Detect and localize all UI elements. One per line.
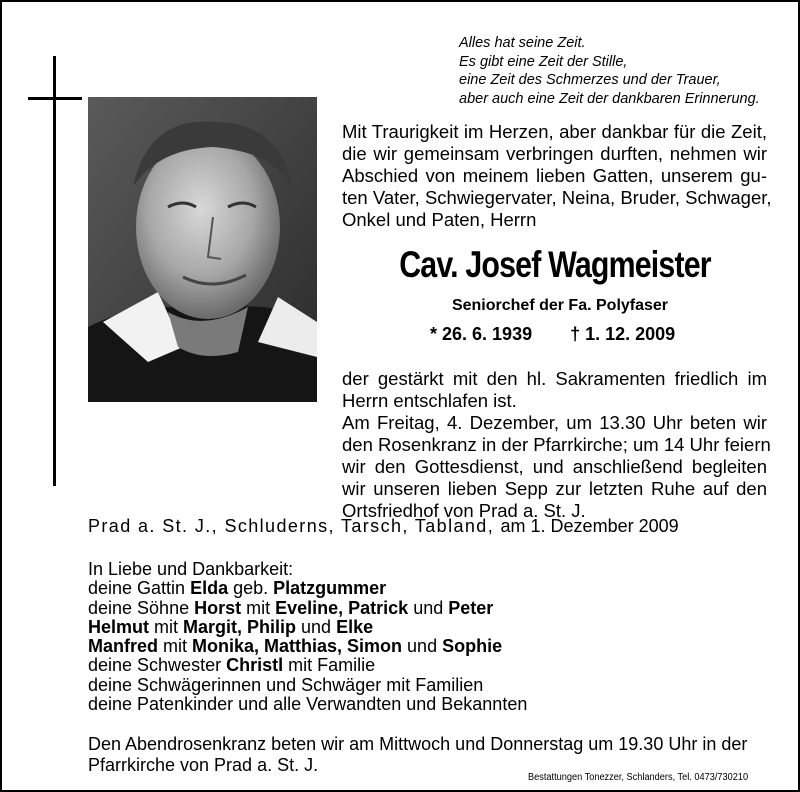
birth-date: * 26. 6. 1939 (430, 324, 533, 344)
mourner-text: mit (241, 597, 276, 618)
mourner-name: Platzgummer (273, 578, 387, 599)
mourner-name: Eveline, Patrick (275, 597, 409, 618)
funeral-line: wir unseren lieben Sepp zur letzten Ruhe auf den (342, 478, 767, 499)
funeral-line: den Rosenkranz in der Pfarrkirche; um 14 Uhr feiern (342, 434, 771, 455)
mourner-line (88, 579, 527, 598)
mourner-name: Elke (336, 616, 374, 637)
sacrament-text (342, 368, 767, 412)
mourner-line (88, 637, 527, 656)
mourner-text: geb. (228, 578, 274, 599)
mourner-line (88, 656, 527, 675)
mourners-intro: In Liebe und Dankbarkeit: (88, 559, 294, 579)
mourner-name: Christl (226, 655, 284, 676)
poem-line: aber auch eine Zeit der dankbaren Erinnerung. (459, 90, 760, 107)
mourner-name: Peter (448, 597, 494, 618)
mourner-text: mit Familie (283, 655, 376, 676)
mourner-name: Margit, Philip (183, 616, 297, 637)
deceased-name: Cav. Josef Wagmeister (399, 244, 711, 285)
poem-line: eine Zeit des Schmerzes und der Trauer, (459, 72, 721, 88)
mourner-line (88, 695, 527, 714)
mourners-list (88, 560, 527, 714)
notice-date: am 1. Dezember 2009 (500, 516, 679, 536)
mourner-line (88, 676, 527, 695)
closing-text (88, 734, 768, 776)
cross-icon (53, 56, 56, 486)
intro-line: Abschied von meinem lieben Gatten, unserem gu- (342, 165, 767, 186)
mourner-text: und (402, 636, 443, 657)
intro-line: Mit Traurigkeit im Herzen, aber dankbar für die Zeit, (342, 121, 767, 142)
poem-line: Es gibt eine Zeit der Stille, (459, 53, 628, 70)
undertaker-credit: Bestattungen Tonezzer, Schlanders, Tel. 0473/730210 (528, 772, 749, 783)
poem (459, 34, 760, 108)
mourner-text: deine Söhne (88, 597, 195, 618)
mourner-text: deine Schwägerinnen und Schwäger mit Familien (88, 674, 484, 695)
mourner-text: deine Schwester (88, 655, 227, 676)
mourner-name: Manfred (88, 636, 159, 657)
mourner-text: deine Gattin (88, 578, 191, 599)
closing-line: Den Abendrosenkranz beten wir am Mittwoch und Donnerstag um 19.30 Uhr in der (88, 734, 748, 754)
closing-line: Pfarrkirche von Prad a. St. J. (88, 755, 319, 775)
mourner-text: und (296, 616, 337, 637)
mourner-text: mit (158, 636, 193, 657)
sacrament-line: der gestärkt mit den hl. Sakramenten friedlich im (342, 368, 767, 389)
funeral-line: Ortsfriedhof von Prad a. St. J. (342, 500, 586, 521)
funeral-line: wir den Gottesdienst, und anschließend begleiten (342, 456, 767, 477)
funeral-text (342, 412, 771, 522)
places: Prad a. St. J., Schluderns, Tarsch, Tabland, (88, 516, 495, 536)
sacrament-line: Herrn entschlafen ist. (342, 390, 517, 411)
intro-line: Onkel und Paten, Herrn (342, 209, 537, 230)
mourner-name: Sophie (442, 636, 503, 657)
funeral-line: Am Freitag, 4. Dezember, um 13.30 Uhr beten wir (342, 412, 767, 433)
mourner-text: deine Patenkinder und alle Verwandten und Bekannten (88, 694, 528, 715)
mourner-text: und (408, 597, 449, 618)
mourner-line (88, 599, 527, 618)
mourner-name: Monika, Matthias, Simon (192, 636, 403, 657)
intro-line: die wir gemeinsam verbringen durften, nehmen wir (342, 143, 767, 164)
death-date: † 1. 12. 2009 (570, 324, 676, 344)
portrait-photo (88, 97, 317, 402)
poem-line: Alles hat seine Zeit. (459, 35, 586, 51)
deceased-title: Seniorchef der Fa. Polyfaser (451, 297, 669, 314)
mourner-name: Helmut (88, 616, 150, 637)
intro-line: ten Vater, Schwiegervater, Neina, Bruder, Schwager, (342, 187, 772, 208)
cross-icon-bar (28, 97, 82, 100)
mourner-text: mit (149, 616, 184, 637)
intro-text (342, 121, 772, 231)
life-dates (430, 324, 675, 345)
mourner-name: Elda (190, 578, 229, 599)
mourner-name: Horst (194, 597, 242, 618)
place-date-line (88, 516, 679, 537)
mourner-line (88, 618, 527, 637)
